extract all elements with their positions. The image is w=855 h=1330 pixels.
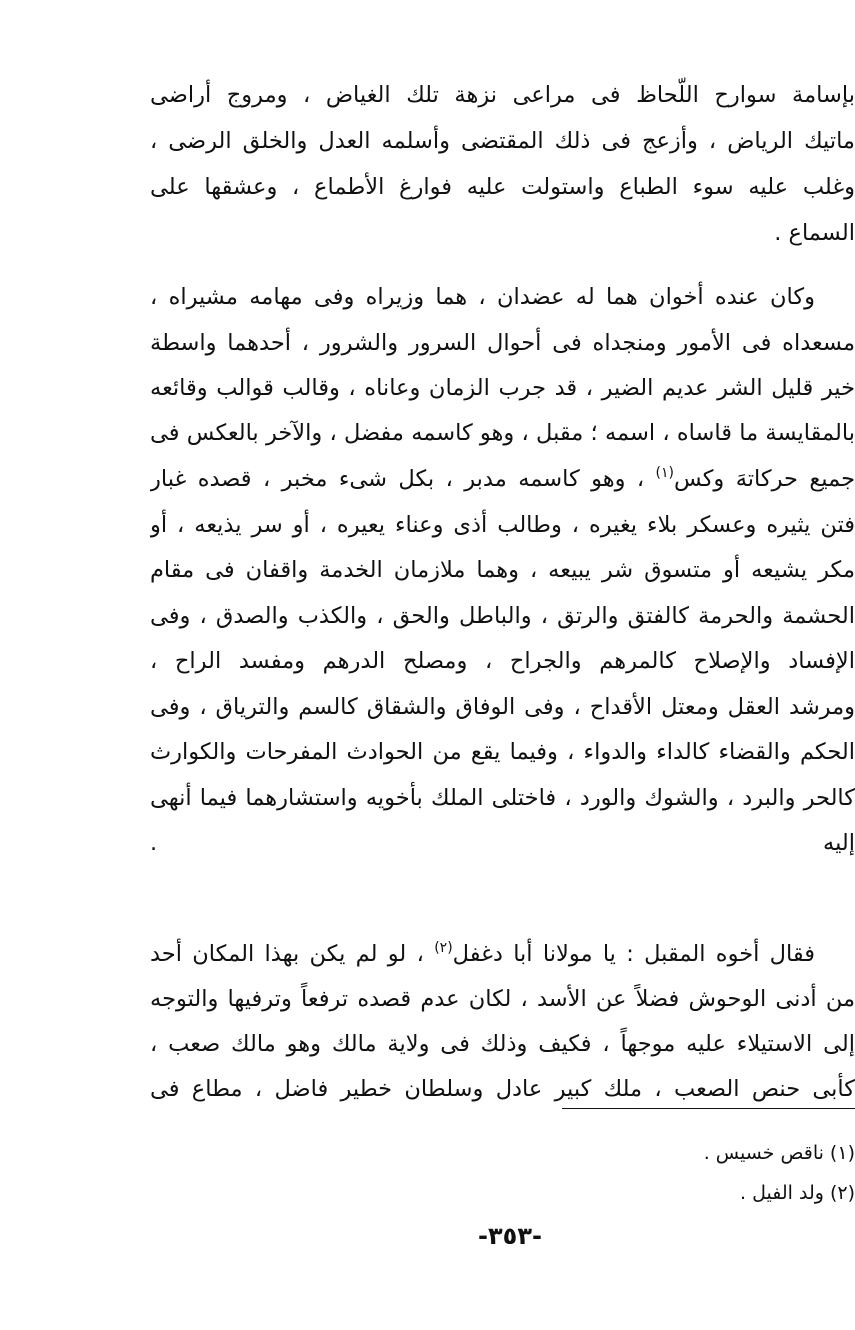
text-line: إليه . [150, 830, 855, 856]
text-line: بالمقايسة ما قاساه ، اسمه ؛ مقبل ، وهو كاسمه مفضل ، والآخر بالعكس فى [150, 420, 855, 446]
page-number: -٣٥٣- [478, 1222, 542, 1250]
text-line: من أدنى الوحوش فضلاً عن الأسد ، لكان عدم قصده ترفعاً وترفيها والتوجه [150, 986, 855, 1012]
text-line: الحكم والقضاء كالداء والدواء ، وفيما يقع من الحوادث المفرحات والكوارث [150, 739, 855, 765]
text-line [150, 935, 855, 973]
text-line: بإسامة سوارح اللّحاظ فى مراعى نزهة تلك الغياض ، ومروج أراضى [150, 82, 855, 108]
text-line: فتن يثيره وعسكر بلاء يغيره ، وطالب أذى وعناء يعيره ، أو سر يذيعه ، أو [150, 512, 855, 538]
text-segment: فقال أخوه المقبل : يا مولانا أبا دغفل [452, 941, 816, 967]
text-line: خير قليل الشر عديم الضير ، قد جرب الزمان وعاناه ، وقالب قوالب وقائعه [150, 375, 855, 401]
text-line: ماتيك الرياض ، وأزعج فى ذلك المقتضى وأسلمه العدل والخلق الرضى ، [150, 128, 855, 154]
footnote-separator [562, 1108, 855, 1109]
text-line: إلى الاستيلاء عليه موجهاً ، فكيف وذلك فى ولاية مالك وهو مالك صعب ، [150, 1031, 855, 1057]
text-line: وغلب عليه سوء الطباع واستولت عليه فوارغ الأطماع ، وعشقها على [150, 174, 855, 200]
text-line: السماع . [774, 220, 855, 246]
text-line: كأبى حنص الصعب ، ملك كبير عادل وسلطان خطير فاضل ، مطاع فى [150, 1076, 855, 1102]
text-segment: ، وهو كاسمه مدبر ، بكل شىء مخبر ، قصده غبار [150, 466, 645, 492]
text-line: ومرشد العقل ومعتل الأقداح ، وفى الوفاق والشقاق كالسم والترياق ، وفى [150, 694, 855, 720]
text-line: مسعداه فى الأمور ومنجداه فى أحوال السرور والشرور ، أحدهما واسطة [150, 330, 855, 356]
footnote-2: (٢) ولد الفيل . [740, 1182, 855, 1204]
text-line: الإفساد والإصلاح كالمرهم والجراح ، ومصلح الدرهم ومفسد الراح ، [150, 648, 855, 674]
text-segment: جميع حركاتهَ وكس [674, 466, 855, 492]
text-segment: ، لو لم يكن بهذا المكان أحد [150, 941, 424, 967]
footnote-ref-1: (١) [655, 465, 675, 481]
text-line: وكان عنده أخوان هما له عضدان ، هما وزيراه وفى مهامه مشيراه ، [150, 284, 815, 310]
footnote-ref-2: (٢) [434, 940, 453, 956]
text-line: الحشمة والحرمة كالفتق والرتق ، والباطل والحق ، والكذب والصدق ، وفى [150, 603, 855, 629]
footnote-1: (١) ناقص خسيس . [703, 1142, 855, 1164]
text-line: مكر يشيعه أو متسوق شر يبيعه ، وهما ملازمان الخدمة واقفان فى مقام [150, 557, 855, 583]
text-line [150, 460, 855, 498]
text-line: كالحر والبرد ، والشوك والورد ، فاختلى الملك بأخويه واستشارهما فيما أنهى [150, 785, 855, 811]
